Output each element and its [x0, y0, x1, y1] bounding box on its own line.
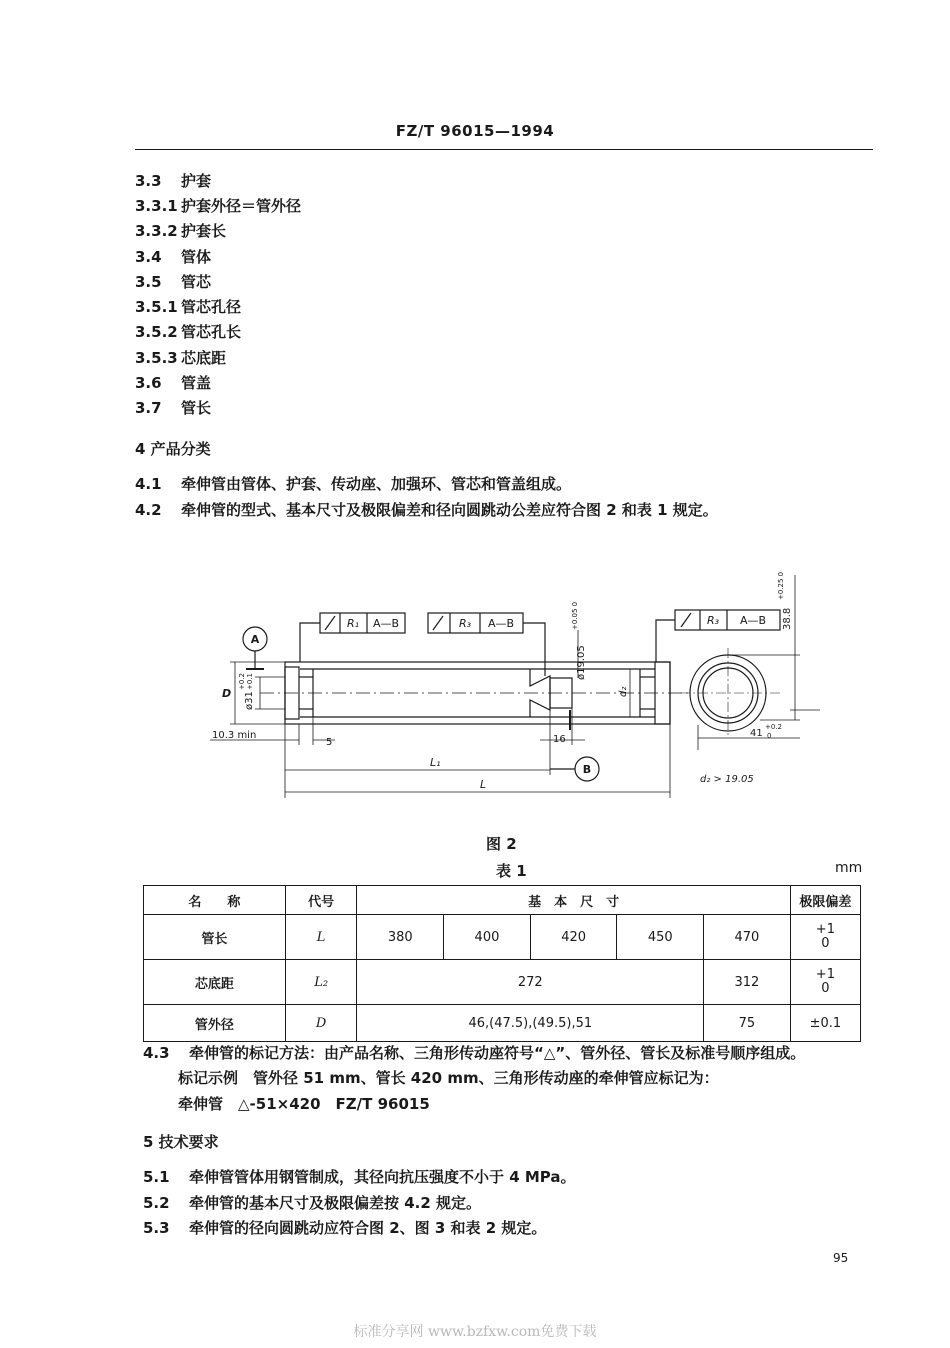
- dim-d: D: [222, 687, 232, 700]
- list-item: 3.5 管芯: [135, 273, 212, 291]
- dim-16: 16: [553, 734, 566, 745]
- dim-1905: ø19.05: [576, 645, 587, 680]
- section-5-title: 5 技术要求: [143, 1133, 219, 1151]
- header-name: 名 称: [144, 886, 286, 915]
- paragraph-4-1: 4.1 牵伸管由管体、护套、传动座、加强环、管芯和管盖组成。: [135, 475, 572, 493]
- dim-41-tol-low: 0: [767, 732, 772, 740]
- dim-388-tol: +0.25 0: [777, 571, 785, 600]
- watermark: 标准分享网 www.bzfxw.com免费下载: [353, 1324, 597, 1340]
- fcf3-r: R₃: [706, 614, 720, 627]
- spec-table: [143, 885, 861, 1042]
- list-item: 3.4 管体: [135, 248, 212, 266]
- note-d2: d₂ > 19.05: [700, 774, 754, 785]
- fcf1-ref: A—B: [372, 617, 400, 630]
- paragraph-4-2: 4.2 牵伸管的型式、基本尺寸及极限偏差和径向圆跳动公差应符合图 2 和表 1 规定。: [135, 501, 718, 519]
- dim-31-tol-up: +0.2: [238, 673, 246, 690]
- paragraph-4-3: 4.3 牵伸管的标记方法：由产品名称、三角形传动座符号“△”、管外径、管长及标准号顺序组成。: [143, 1044, 806, 1062]
- list-item: 3.5.1 管芯孔径: [135, 298, 242, 316]
- fcf2-ref: A—B: [487, 617, 515, 630]
- marking-example: 标记示例 管外径 51 mm、管长 420 mm、三角形传动座的牵伸管应标记为：: [178, 1069, 719, 1087]
- fcf2-r: R₃: [458, 617, 472, 630]
- table-header-row: [144, 886, 861, 915]
- dim-388: 38.8: [782, 607, 793, 630]
- header-tol: 极限偏差: [790, 886, 860, 915]
- dim-41: 41: [750, 728, 763, 739]
- section-4-title: 4 产品分类: [135, 440, 211, 458]
- figure-2-drawing: [200, 570, 880, 810]
- marking-mark: 牵伸管 △-51×420 FZ/T 96015: [178, 1095, 430, 1113]
- dim-l1: L₁: [430, 756, 441, 769]
- table-unit: mm: [835, 860, 863, 876]
- dim-1905-tol: +0.05 0: [571, 601, 579, 630]
- dim-5: 5: [326, 737, 333, 748]
- paragraph-5-3: 5.3 牵伸管的径向圆跳动应符合图 2、图 3 和表 2 规定。: [143, 1219, 547, 1237]
- dim-l: L: [480, 778, 487, 791]
- dim-31-tol-low: +0.1: [246, 673, 254, 690]
- fcf1-r: R₁: [346, 617, 360, 630]
- figure-caption: 图 2: [486, 835, 517, 853]
- table-row: 管长 L 380 400 420 450 470 +1 0: [144, 915, 861, 960]
- page-number: 95: [833, 1251, 849, 1265]
- table-row: 管外径 D 46,(47.5),(49.5),51 75 ±0.1: [144, 1005, 861, 1042]
- paragraph-5-1: 5.1 牵伸管管体用钢管制成，其径向抗压强度不小于 4 MPa。: [143, 1168, 576, 1186]
- table-caption: 表 1: [496, 862, 527, 880]
- list-item: 3.5.3 芯底距: [135, 349, 227, 367]
- fcf3-ref: A—B: [739, 614, 767, 627]
- header-basic: 基 本 尺 寸: [357, 886, 790, 915]
- header-rule: [135, 149, 873, 150]
- list-item: 3.3.1 护套外径＝管外径: [135, 197, 302, 215]
- datum-b-label: B: [582, 763, 592, 776]
- paragraph-5-2: 5.2 牵伸管的基本尺寸及极限偏差按 4.2 规定。: [143, 1194, 482, 1212]
- page-header: FZ/T 96015—1994: [395, 122, 555, 140]
- list-item: 3.7 管长: [135, 399, 212, 417]
- table-row: 芯底距 L₂ 272 312 +1 0: [144, 960, 861, 1005]
- dim-41-tol-up: +0.2: [765, 723, 782, 731]
- header-code: 代号: [285, 886, 357, 915]
- dim-d2: d₂: [618, 686, 629, 697]
- list-item: 3.3.2 护套长: [135, 222, 227, 240]
- dim-31: ø31: [244, 691, 255, 710]
- list-item: 3.6 管盖: [135, 374, 212, 392]
- datum-a-label: A: [250, 633, 260, 646]
- list-item: 3.3 护套: [135, 172, 212, 190]
- dim-10-3: 10.3 min: [212, 730, 257, 741]
- list-item: 3.5.2 管芯孔长: [135, 323, 242, 341]
